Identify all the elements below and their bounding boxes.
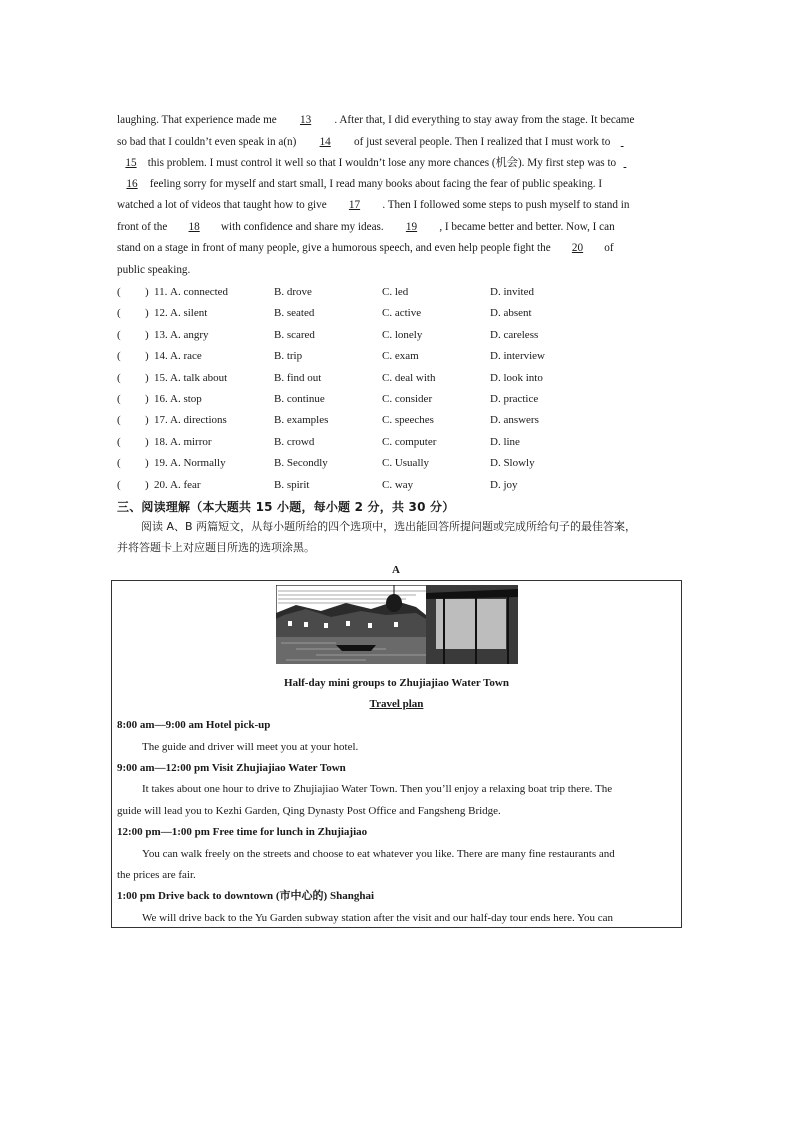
question-number: 13.: [154, 329, 168, 341]
option-d[interactable]: D. practice: [490, 393, 539, 405]
option-d[interactable]: D. joy: [490, 479, 518, 491]
schedule-heading: 9:00 am—12:00 pm Visit Zhujiajiao Water Town: [117, 762, 346, 774]
paren-open: (: [117, 350, 121, 362]
option-c[interactable]: C. lonely: [382, 329, 423, 341]
option-a[interactable]: A. stop: [170, 393, 202, 405]
paren-open: (: [117, 286, 121, 298]
paren-close: ): [145, 372, 149, 384]
paren-close: ): [145, 457, 149, 469]
instructions-line-2: 并将答题卡上对应题目所选的选项涂黑。: [117, 541, 315, 554]
option-c[interactable]: C. consider: [382, 393, 433, 405]
schedule-text: It takes about one hour to drive to Zhujiajiao Water Town. Then you’ll enjoy a relaxing boat trip there. The: [142, 783, 613, 795]
paren-close: ): [145, 393, 149, 405]
blank-line: [619, 156, 631, 170]
schedule-text: guide will lead you to Kezhi Garden, Qing Dynasty Post Office and Fangsheng Bridge.: [117, 805, 501, 817]
option-b[interactable]: B. trip: [274, 350, 303, 362]
schedule-heading: 8:00 am—9:00 am Hotel pick-up: [117, 719, 271, 731]
option-c[interactable]: C. led: [382, 286, 409, 298]
paren-open: (: [117, 414, 121, 426]
schedule-text: The guide and driver will meet you at your hotel.: [142, 741, 359, 753]
blank-13: 13: [299, 114, 312, 126]
text: . Then I followed some steps to push myself to stand in: [382, 199, 630, 211]
paren-open: (: [117, 393, 121, 405]
option-c[interactable]: C. exam: [382, 350, 419, 362]
text: , I became better and better. Now, I can: [439, 221, 615, 233]
option-b[interactable]: B. continue: [274, 393, 325, 405]
blank-19: 19: [405, 221, 418, 233]
passage-line-7: [117, 241, 614, 255]
option-b[interactable]: B. scared: [274, 329, 315, 341]
instructions-line-1: 阅读 A、B 两篇短文，从每小题所给的四个选项中，选出能回答所提问题或完成所给句子的最佳答案，: [141, 520, 637, 533]
paren-close: ): [145, 307, 149, 319]
paren-open: (: [117, 457, 121, 469]
text: so bad that I couldn’t even speak in a(n): [117, 136, 297, 148]
section-title: 三、阅读理解（本大题共 15 小题，每小题 2 分，共 30 分）: [117, 500, 455, 514]
schedule-text: You can walk freely on the streets and choose to eat whatever you like. There are many fine restaurants and: [142, 848, 615, 860]
option-b[interactable]: B. spirit: [274, 479, 310, 491]
option-d[interactable]: D. invited: [490, 286, 534, 298]
text: laughing. That experience made me: [117, 114, 277, 126]
option-d[interactable]: D. Slowly: [490, 457, 535, 469]
question-number: 15.: [154, 372, 168, 384]
text: feeling sorry for myself and start small, I read many books about facing the fear of public speaking. I: [149, 178, 603, 190]
schedule-heading: 12:00 pm—1:00 pm Free time for lunch in Zhujiajiao: [117, 826, 368, 838]
option-c[interactable]: C. speeches: [382, 414, 434, 426]
blank-17: 17: [348, 199, 361, 211]
option-d[interactable]: D. interview: [490, 350, 545, 362]
paren-close: ): [145, 479, 149, 491]
option-d[interactable]: D. answers: [490, 414, 539, 426]
question-number: 20.: [154, 479, 168, 491]
text: with confidence and share my ideas.: [220, 221, 384, 233]
paren-open: (: [117, 329, 121, 341]
option-b[interactable]: B. find out: [274, 372, 322, 384]
option-a[interactable]: A. directions: [170, 414, 227, 426]
schedule-text: We will drive back to the Yu Garden subway station after the visit and our half-day tour ends here. You can: [142, 912, 613, 924]
travel-title: Half-day mini groups to Zhujiajiao Water Town: [284, 677, 509, 689]
option-a[interactable]: A. angry: [170, 329, 209, 341]
option-a[interactable]: A. race: [170, 350, 202, 362]
passage-line-8: public speaking.: [117, 264, 191, 276]
passage-line-3: [117, 156, 631, 170]
option-a[interactable]: A. fear: [170, 479, 201, 491]
paren-close: ): [145, 286, 149, 298]
text: watched a lot of videos that taught how to give: [117, 199, 327, 211]
option-c[interactable]: C. deal with: [382, 372, 436, 384]
water-town-illustration: [276, 585, 518, 664]
option-b[interactable]: B. seated: [274, 307, 315, 319]
text: stand on a stage in front of many people, give a humorous speech, and even help people fight the: [117, 242, 551, 254]
option-c[interactable]: C. computer: [382, 436, 437, 448]
paren-close: ): [145, 414, 149, 426]
text: . After that, I did everything to stay away from the stage. It became: [334, 114, 635, 126]
blank-14: 14: [319, 136, 331, 148]
blank-line: [613, 135, 631, 149]
blank-18: 18: [188, 221, 200, 233]
option-a[interactable]: A. silent: [170, 307, 208, 319]
option-b[interactable]: B. drove: [274, 286, 312, 298]
travel-subtitle: Travel plan: [369, 698, 424, 710]
question-number: 14.: [154, 350, 168, 362]
paren-open: (: [117, 436, 121, 448]
question-number: 18.: [154, 436, 168, 448]
blank-15: 15: [125, 157, 137, 169]
text: this problem. I must control it well so that I wouldn’t lose any more chances (机会). My first step was to: [147, 157, 617, 169]
option-c[interactable]: C. Usually: [382, 457, 430, 469]
option-c[interactable]: C. active: [382, 307, 422, 319]
passage-line-4: [117, 177, 602, 191]
option-b[interactable]: B. crowd: [274, 436, 315, 448]
option-a[interactable]: A. mirror: [170, 436, 212, 448]
passage-label: A: [392, 564, 400, 576]
question-number: 16.: [154, 393, 168, 405]
text: of: [604, 242, 614, 254]
option-a[interactable]: A. Normally: [170, 457, 226, 469]
paren-open: (: [117, 372, 121, 384]
question-number: 17.: [154, 414, 168, 426]
option-d[interactable]: D. absent: [490, 307, 532, 319]
question-number: 12.: [154, 307, 168, 319]
option-b[interactable]: B. Secondly: [274, 457, 328, 469]
option-d[interactable]: D. look into: [490, 372, 543, 384]
passage-line-2: [117, 135, 631, 149]
paren-close: ): [145, 329, 149, 341]
paren-open: (: [117, 307, 121, 319]
paren-close: ): [145, 436, 149, 448]
paren-open: (: [117, 479, 121, 491]
passage-line-1: [117, 113, 634, 127]
passage-line-6: [117, 220, 615, 234]
schedule-heading: 1:00 pm Drive back to downtown (市中心的) Shanghai: [117, 890, 374, 902]
option-a[interactable]: A. connected: [170, 286, 229, 298]
option-a[interactable]: A. talk about: [170, 372, 228, 384]
blank-20: 20: [571, 242, 584, 254]
paren-close: ): [145, 350, 149, 362]
option-d[interactable]: D. careless: [490, 329, 539, 341]
text: of just several people. Then I realized that I must work to: [353, 136, 611, 148]
option-c[interactable]: C. way: [382, 479, 414, 491]
blank-16: 16: [126, 178, 138, 190]
option-d[interactable]: D. line: [490, 436, 520, 448]
text: front of the: [117, 221, 168, 233]
schedule-text: the prices are fair.: [117, 869, 196, 881]
question-number: 19.: [154, 457, 168, 469]
option-b[interactable]: B. examples: [274, 414, 329, 426]
passage-line-5: [117, 198, 629, 212]
question-number: 11.: [154, 286, 168, 298]
